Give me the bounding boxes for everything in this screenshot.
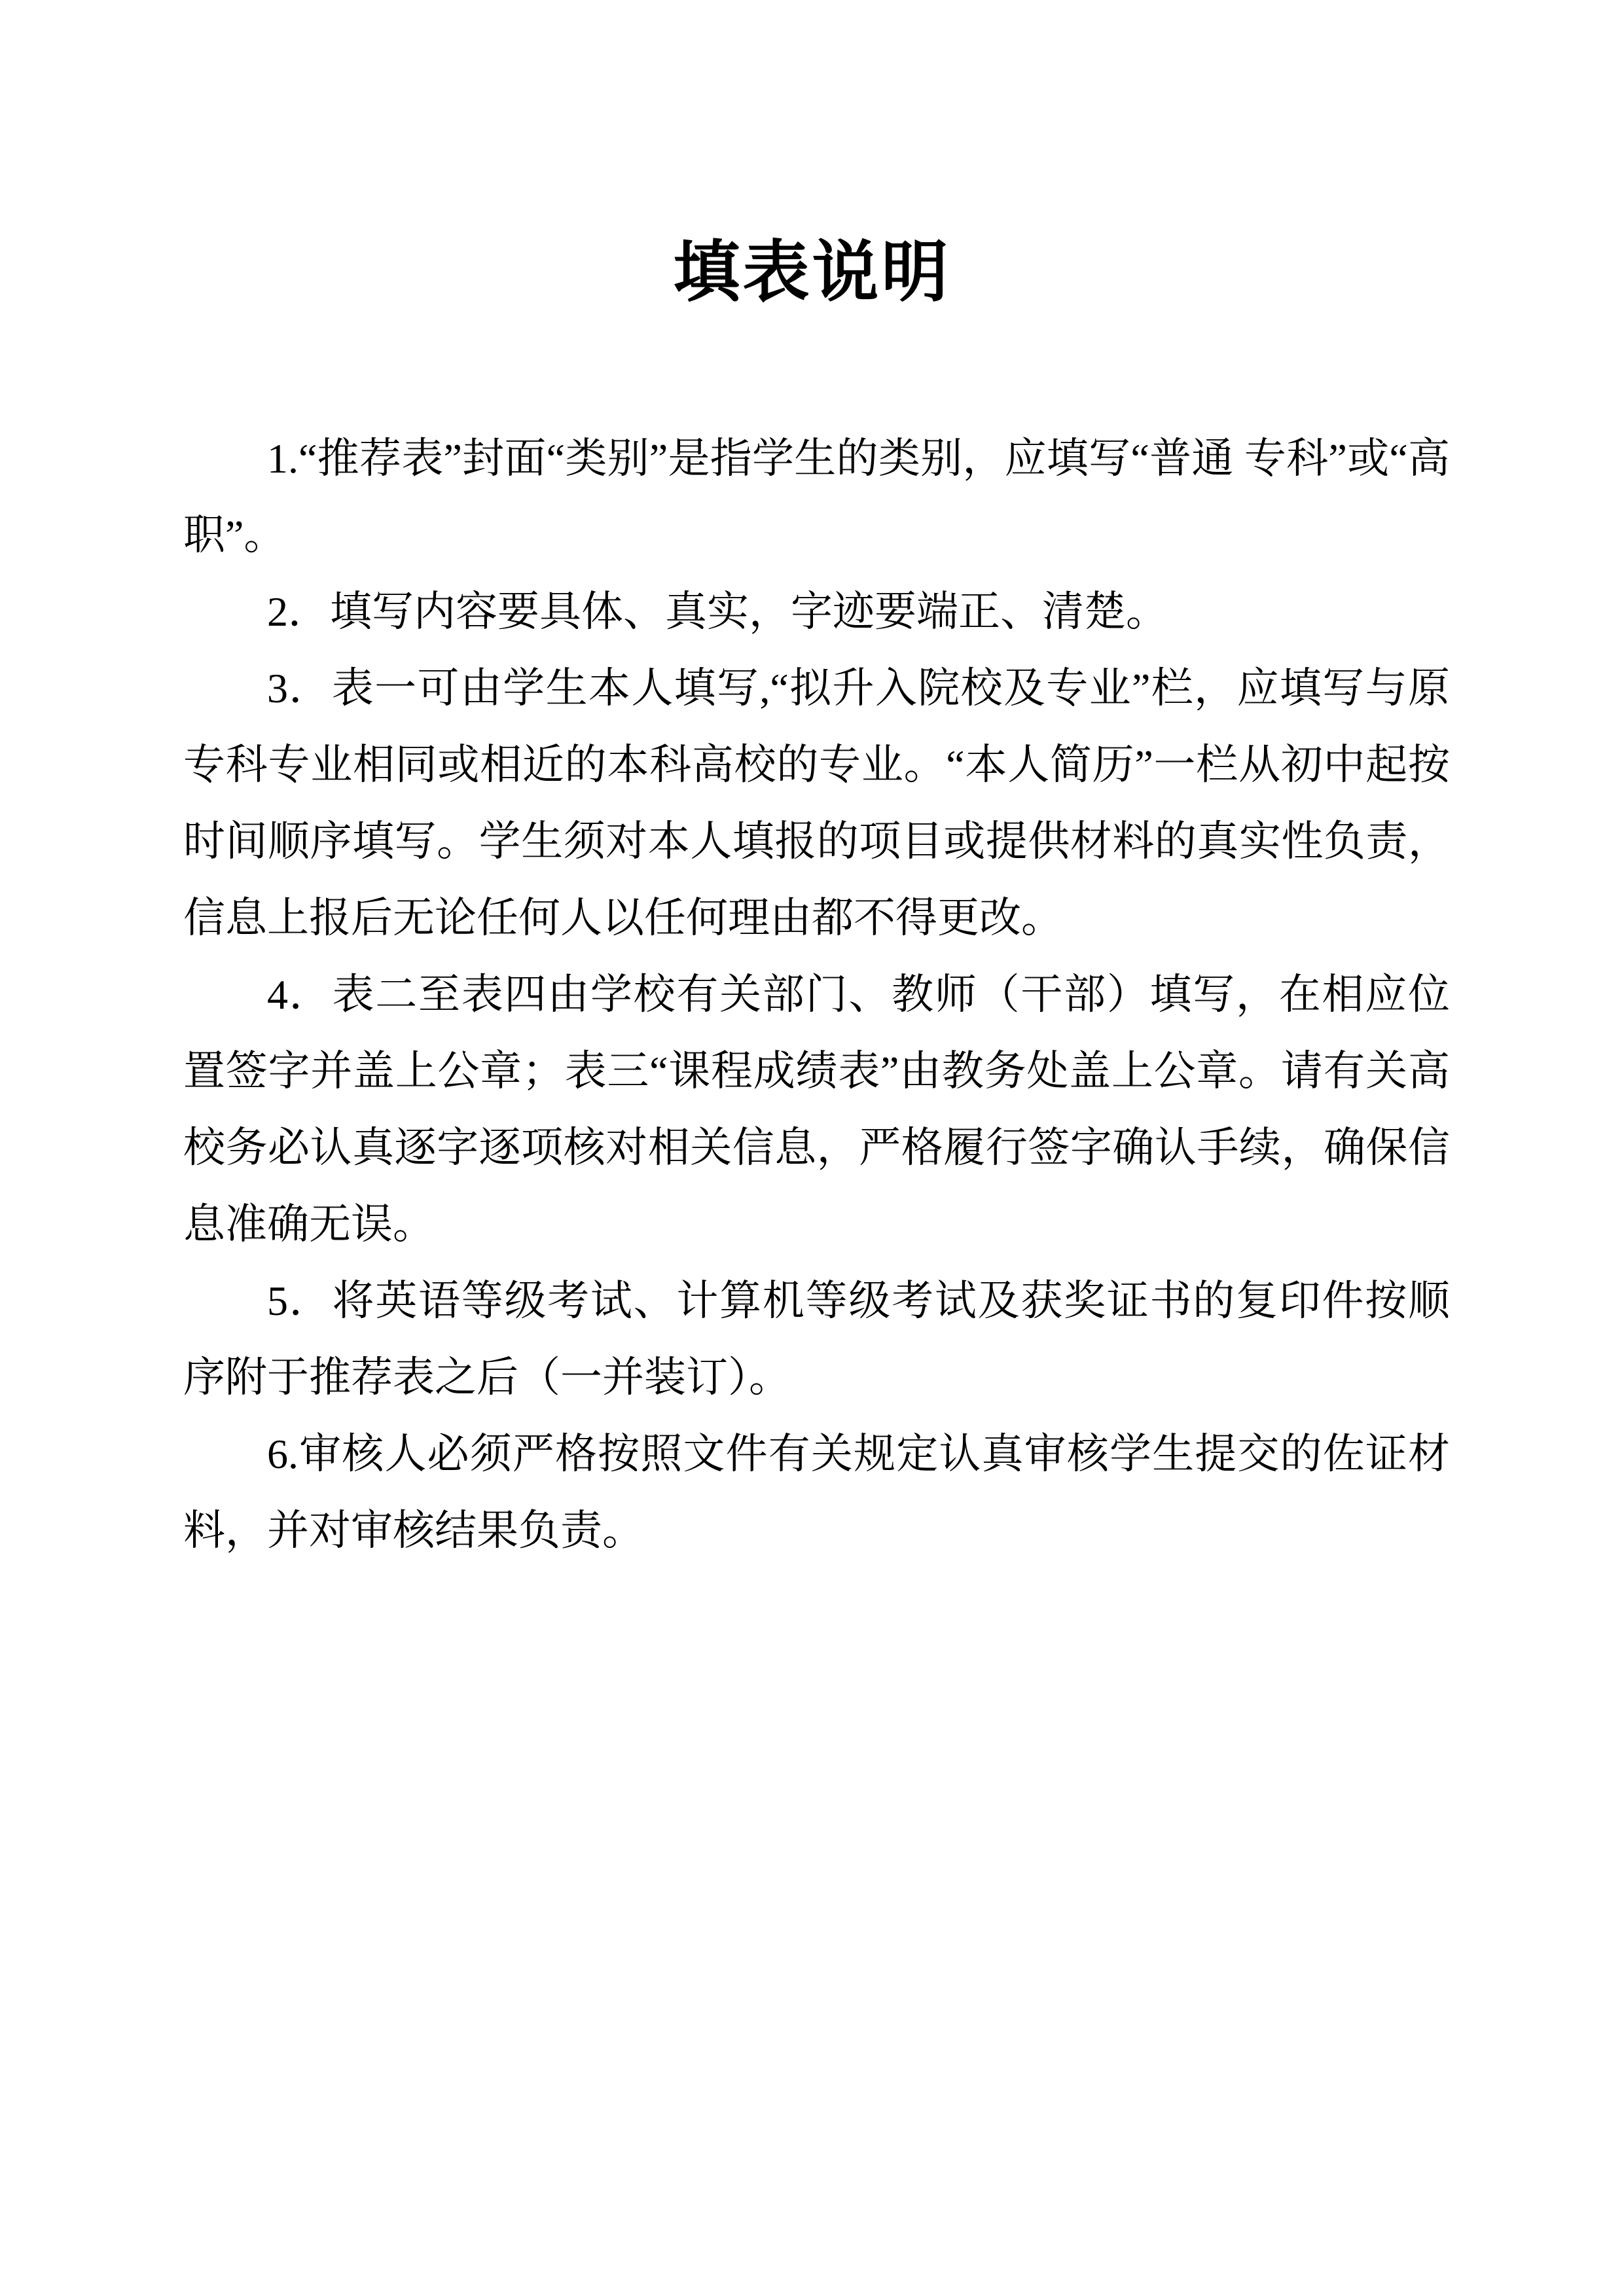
page-title: 填表说明 <box>673 236 951 310</box>
instruction-paragraph-4: 4．表二至表四由学校有关部门、教师（干部）填写，在相应位置签字并盖上公章；表三“课程成绩表”由教务处盖上公章。请有关高校务必认真逐字逐项核对相关信息，严格履行签字确认手续，确保信息准确无误。 <box>183 971 1450 1247</box>
instruction-paragraph-6: 6.审核人必须严格按照文件有关规定认真审核学生提交的佐证材料，并对审核结果负责。 <box>183 1431 1450 1554</box>
instruction-paragraph-2: 2．填写内容要具体、真实，字迹要端正、清楚。 <box>267 588 1168 635</box>
instruction-paragraph-1: 1.“推荐表”封面“类别”是指学生的类别，应填写“普通 专科”或“高职”。 <box>183 435 1450 558</box>
instruction-paragraph-5: 5．将英语等级考试、计算机等级考试及获奖证书的复印件按顺序附于推荐表之后（一并装订）。 <box>183 1278 1450 1401</box>
instruction-paragraph-3: 3．表一可由学生本人填写,“拟升入院校及专业”栏，应填写与原专科专业相同或相近的本科高校的专业。“本人简历”一栏从初中起按时间顺序填写。学生须对本人填报的项目或提供材料的真实性负责，信息上报后无论任何人以任何理由都不得更改。 <box>183 665 1450 941</box>
instructions-body <box>183 420 1450 1569</box>
